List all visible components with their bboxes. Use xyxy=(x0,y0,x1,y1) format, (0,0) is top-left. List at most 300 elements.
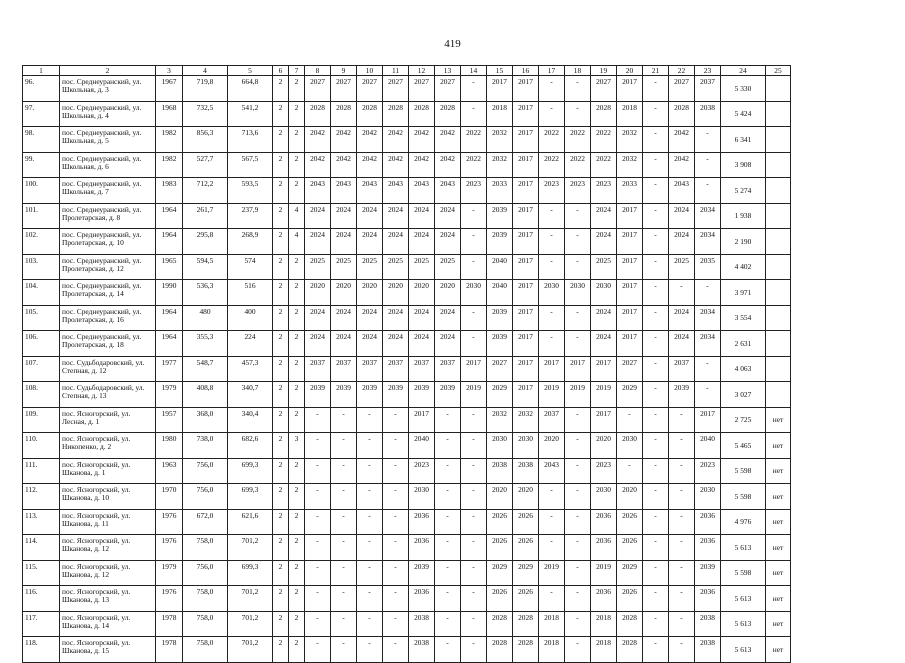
table-cell: 2020 xyxy=(305,280,331,306)
table-cell: 2 xyxy=(273,458,289,484)
table-cell: 2042 xyxy=(435,152,461,178)
table-cell: - xyxy=(669,407,695,433)
table-cell: 2 xyxy=(273,229,289,255)
table-cell: 2036 xyxy=(695,586,721,612)
table-cell: 2034 xyxy=(695,203,721,229)
note-cell xyxy=(766,229,791,255)
table-cell: - xyxy=(357,560,383,586)
table-cell: - xyxy=(461,611,487,637)
column-header-20: 20 xyxy=(617,66,643,76)
table-cell: 1964 xyxy=(156,229,183,255)
note-cell xyxy=(766,203,791,229)
table-cell: - xyxy=(617,407,643,433)
table-cell: 2020 xyxy=(409,280,435,306)
table-cell: 2039 xyxy=(383,382,409,408)
table-row xyxy=(23,305,791,331)
table-cell: 2022 xyxy=(461,127,487,153)
table-cell: - xyxy=(539,229,565,255)
table-cell: 2038 xyxy=(487,458,513,484)
table-cell: 2036 xyxy=(695,535,721,561)
table-cell: 2038 xyxy=(695,611,721,637)
table-cell: 856,3 xyxy=(183,127,228,153)
table-cell: 2 xyxy=(289,101,305,127)
table-cell: 2 xyxy=(273,611,289,637)
table-cell: 2017 xyxy=(513,178,539,204)
table-cell: - xyxy=(383,509,409,535)
row-number-cell: 112. xyxy=(23,484,60,510)
table-header-row xyxy=(23,66,791,76)
table-cell: - xyxy=(565,254,591,280)
table-cell: 2023 xyxy=(695,458,721,484)
column-header-19: 19 xyxy=(591,66,617,76)
table-cell: 2 xyxy=(273,407,289,433)
table-cell: 2029 xyxy=(617,560,643,586)
table-cell: 701,2 xyxy=(228,637,273,663)
address-cell: пос. Судьбодаровский, ул. Степная, д. 13 xyxy=(60,382,156,408)
table-cell: 2026 xyxy=(617,535,643,561)
table-cell: - xyxy=(695,280,721,306)
table-cell: 701,2 xyxy=(228,535,273,561)
note-cell xyxy=(766,382,791,408)
table-cell: - xyxy=(383,637,409,663)
note-cell: нет xyxy=(766,433,791,459)
table-row xyxy=(23,586,791,612)
row-number-cell: 109. xyxy=(23,407,60,433)
table-cell: - xyxy=(539,586,565,612)
table-cell: 2037 xyxy=(409,356,435,382)
column-header-5: 5 xyxy=(228,66,273,76)
table-cell: 261,7 xyxy=(183,203,228,229)
table-cell: 2028 xyxy=(435,101,461,127)
table-cell: 2020 xyxy=(539,433,565,459)
table-cell: 2038 xyxy=(409,637,435,663)
table-cell: 732,5 xyxy=(183,101,228,127)
row-number-cell: 111. xyxy=(23,458,60,484)
table-cell: 2039 xyxy=(487,229,513,255)
table-cell: 2020 xyxy=(331,280,357,306)
note-cell xyxy=(766,305,791,331)
table-cell: 355,3 xyxy=(183,331,228,357)
table-cell: 3 xyxy=(289,433,305,459)
table-cell: 2024 xyxy=(435,331,461,357)
table-cell: - xyxy=(383,484,409,510)
table-cell: 2037 xyxy=(669,356,695,382)
address-cell: пос. Среднеуранский, ул. Пролетарская, д. 12 xyxy=(60,254,156,280)
amount-cell: 5 613 xyxy=(721,586,766,612)
table-cell: - xyxy=(539,254,565,280)
table-row xyxy=(23,331,791,357)
note-cell: нет xyxy=(766,560,791,586)
table-cell: - xyxy=(461,76,487,102)
table-cell: - xyxy=(669,484,695,510)
table-cell: - xyxy=(435,611,461,637)
address-cell: пос. Среднеуранский, ул. Школьная, д. 3 xyxy=(60,76,156,102)
table-cell: 2028 xyxy=(591,101,617,127)
table-cell: 2017 xyxy=(513,305,539,331)
housing-table xyxy=(22,65,791,663)
table-cell: 2039 xyxy=(487,203,513,229)
table-cell: - xyxy=(357,535,383,561)
table-cell: 2017 xyxy=(617,203,643,229)
note-cell xyxy=(766,152,791,178)
table-cell: - xyxy=(435,637,461,663)
amount-cell: 5 598 xyxy=(721,484,766,510)
table-cell: 2027 xyxy=(357,76,383,102)
table-cell: - xyxy=(357,458,383,484)
amount-cell: 4 976 xyxy=(721,509,766,535)
table-cell: 2024 xyxy=(435,229,461,255)
table-cell: 2024 xyxy=(591,203,617,229)
table-cell: 2 xyxy=(289,535,305,561)
table-cell: - xyxy=(435,560,461,586)
table-cell: 2024 xyxy=(357,305,383,331)
table-cell: - xyxy=(461,101,487,127)
table-cell: - xyxy=(643,382,669,408)
table-cell: 2018 xyxy=(539,611,565,637)
address-cell: пос. Среднеуранский, ул. Школьная, д. 4 xyxy=(60,101,156,127)
table-cell: - xyxy=(435,484,461,510)
table-cell: - xyxy=(643,484,669,510)
table-cell: 2022 xyxy=(565,127,591,153)
table-cell: 1970 xyxy=(156,484,183,510)
table-cell: 2020 xyxy=(513,484,539,510)
table-cell: 2017 xyxy=(513,356,539,382)
table-cell: 713,6 xyxy=(228,127,273,153)
table-cell: 2039 xyxy=(487,331,513,357)
table-cell: 701,2 xyxy=(228,611,273,637)
table-cell: 2 xyxy=(273,637,289,663)
table-cell: - xyxy=(461,254,487,280)
table-cell: 1976 xyxy=(156,535,183,561)
table-row xyxy=(23,535,791,561)
table-cell: 2032 xyxy=(487,127,513,153)
table-cell: 340,4 xyxy=(228,407,273,433)
table-cell: 2 xyxy=(289,407,305,433)
table-cell: 2024 xyxy=(435,203,461,229)
table-cell: 2017 xyxy=(617,229,643,255)
note-cell xyxy=(766,127,791,153)
table-cell: - xyxy=(435,509,461,535)
amount-cell: 3 027 xyxy=(721,382,766,408)
table-cell: - xyxy=(643,178,669,204)
table-cell: 699,3 xyxy=(228,484,273,510)
table-cell: 2 xyxy=(273,305,289,331)
table-cell: 2028 xyxy=(513,611,539,637)
table-cell: 1978 xyxy=(156,611,183,637)
column-header-17: 17 xyxy=(539,66,565,76)
table-cell: 2024 xyxy=(305,331,331,357)
address-cell: пос. Ясногорский, ул. Никопенко, д. 2 xyxy=(60,433,156,459)
table-cell: 4 xyxy=(289,203,305,229)
table-cell: 621,6 xyxy=(228,509,273,535)
row-number-cell: 108. xyxy=(23,382,60,408)
table-cell: 527,7 xyxy=(183,152,228,178)
address-cell: пос. Среднеуранский, ул. Пролетарская, д. 10 xyxy=(60,229,156,255)
table-cell: 2043 xyxy=(331,178,357,204)
table-cell: 2023 xyxy=(591,178,617,204)
table-cell: - xyxy=(461,433,487,459)
column-header-16: 16 xyxy=(513,66,539,76)
table-cell: 2017 xyxy=(513,331,539,357)
table-cell: 699,3 xyxy=(228,458,273,484)
table-cell: - xyxy=(331,560,357,586)
table-cell: 2019 xyxy=(565,382,591,408)
amount-cell: 4 063 xyxy=(721,356,766,382)
table-cell: 2019 xyxy=(539,382,565,408)
table-cell: 2039 xyxy=(695,560,721,586)
table-cell: 2 xyxy=(273,101,289,127)
table-cell: 2036 xyxy=(409,535,435,561)
table-cell: - xyxy=(565,509,591,535)
table-cell: 2022 xyxy=(591,127,617,153)
row-number-cell: 102. xyxy=(23,229,60,255)
table-cell: 2028 xyxy=(305,101,331,127)
table-cell: 2 xyxy=(289,509,305,535)
table-cell: 2028 xyxy=(617,637,643,663)
table-cell: - xyxy=(669,637,695,663)
address-cell: пос. Ясногорский, ул. Лесная, д. 1 xyxy=(60,407,156,433)
table-cell: 2024 xyxy=(669,203,695,229)
table-cell: 295,8 xyxy=(183,229,228,255)
column-header-13: 13 xyxy=(435,66,461,76)
table-cell: - xyxy=(643,637,669,663)
table-cell: - xyxy=(643,458,669,484)
table-cell: 2039 xyxy=(487,305,513,331)
row-number-cell: 99. xyxy=(23,152,60,178)
table-cell: 2019 xyxy=(461,382,487,408)
table-cell: 2 xyxy=(289,178,305,204)
table-row xyxy=(23,152,791,178)
column-header-24: 24 xyxy=(721,66,766,76)
table-cell: 368,0 xyxy=(183,407,228,433)
table-cell: 1968 xyxy=(156,101,183,127)
table-cell: - xyxy=(331,484,357,510)
address-cell: пос. Среднеуранский, ул. Школьная, д. 7 xyxy=(60,178,156,204)
table-cell: 756,0 xyxy=(183,458,228,484)
table-row xyxy=(23,382,791,408)
table-cell: 2043 xyxy=(305,178,331,204)
table-cell: - xyxy=(643,229,669,255)
table-cell: 719,8 xyxy=(183,76,228,102)
table-cell: 536,3 xyxy=(183,280,228,306)
column-header-7: 7 xyxy=(289,66,305,76)
table-cell: - xyxy=(565,433,591,459)
table-cell: - xyxy=(565,76,591,102)
table-cell: 2 xyxy=(273,433,289,459)
table-cell: - xyxy=(643,331,669,357)
table-cell: 2 xyxy=(273,509,289,535)
table-cell: - xyxy=(539,203,565,229)
row-number-cell: 110. xyxy=(23,433,60,459)
table-cell: 2030 xyxy=(695,484,721,510)
amount-cell: 5 613 xyxy=(721,611,766,637)
table-cell: 2017 xyxy=(617,280,643,306)
table-cell: 2032 xyxy=(487,407,513,433)
table-cell: 2 xyxy=(289,484,305,510)
column-header-8: 8 xyxy=(305,66,331,76)
table-cell: - xyxy=(643,407,669,433)
table-cell: 2017 xyxy=(617,76,643,102)
table-cell: 2037 xyxy=(435,356,461,382)
amount-cell: 2 631 xyxy=(721,331,766,357)
table-row xyxy=(23,101,791,127)
table-cell: 2 xyxy=(289,331,305,357)
table-cell: - xyxy=(461,560,487,586)
table-row xyxy=(23,433,791,459)
table-cell: 2 xyxy=(289,152,305,178)
table-cell: 2024 xyxy=(305,229,331,255)
table-cell: 756,0 xyxy=(183,484,228,510)
table-cell: 4 xyxy=(289,229,305,255)
note-cell xyxy=(766,280,791,306)
table-cell: 1990 xyxy=(156,280,183,306)
table-cell: 2042 xyxy=(669,152,695,178)
table-cell: - xyxy=(565,331,591,357)
amount-cell: 2 725 xyxy=(721,407,766,433)
table-cell: 2024 xyxy=(435,305,461,331)
table-cell: 2018 xyxy=(539,637,565,663)
table-cell: 2037 xyxy=(539,407,565,433)
table-cell: 237,9 xyxy=(228,203,273,229)
column-header-3: 3 xyxy=(156,66,183,76)
table-cell: 2 xyxy=(289,76,305,102)
table-cell: 1967 xyxy=(156,76,183,102)
table-cell: 2022 xyxy=(591,152,617,178)
note-cell xyxy=(766,76,791,102)
table-cell: 2 xyxy=(289,280,305,306)
row-number-cell: 117. xyxy=(23,611,60,637)
table-cell: 2028 xyxy=(669,101,695,127)
table-cell: 480 xyxy=(183,305,228,331)
table-row xyxy=(23,407,791,433)
table-cell: - xyxy=(643,127,669,153)
table-cell: 2026 xyxy=(487,535,513,561)
table-cell: 2024 xyxy=(409,203,435,229)
table-cell: 2024 xyxy=(383,331,409,357)
table-cell: - xyxy=(357,586,383,612)
table-cell: - xyxy=(695,178,721,204)
table-cell: - xyxy=(643,152,669,178)
table-cell: 2025 xyxy=(435,254,461,280)
table-cell: - xyxy=(357,611,383,637)
table-cell: 2017 xyxy=(617,305,643,331)
table-cell: 2024 xyxy=(383,305,409,331)
table-cell: 2025 xyxy=(357,254,383,280)
table-cell: 2018 xyxy=(591,637,617,663)
table-cell: 2023 xyxy=(461,178,487,204)
table-cell: 2042 xyxy=(383,127,409,153)
table-cell: 2017 xyxy=(461,356,487,382)
table-cell: - xyxy=(461,484,487,510)
table-cell: 2042 xyxy=(331,152,357,178)
table-cell: 2026 xyxy=(513,535,539,561)
address-cell: пос. Среднеуранский, ул. Школьная, д. 6 xyxy=(60,152,156,178)
column-header-12: 12 xyxy=(409,66,435,76)
table-cell: 2022 xyxy=(461,152,487,178)
table-cell: 2017 xyxy=(565,356,591,382)
table-cell: 1957 xyxy=(156,407,183,433)
table-cell: 1977 xyxy=(156,356,183,382)
row-number-cell: 96. xyxy=(23,76,60,102)
table-cell: 2028 xyxy=(331,101,357,127)
table-cell: 2036 xyxy=(591,586,617,612)
address-cell: пос. Судьбодаровский, ул. Степная, д. 12 xyxy=(60,356,156,382)
table-cell: - xyxy=(383,611,409,637)
table-cell: - xyxy=(565,101,591,127)
column-header-15: 15 xyxy=(487,66,513,76)
table-cell: 2024 xyxy=(591,305,617,331)
table-cell: - xyxy=(669,535,695,561)
table-cell: - xyxy=(643,586,669,612)
table-row xyxy=(23,280,791,306)
table-cell: - xyxy=(695,382,721,408)
table-row xyxy=(23,254,791,280)
table-cell: - xyxy=(643,356,669,382)
table-cell: - xyxy=(565,560,591,586)
table-cell: 2 xyxy=(289,127,305,153)
table-cell: 1964 xyxy=(156,305,183,331)
table-cell: 2029 xyxy=(617,382,643,408)
table-cell: 2018 xyxy=(617,101,643,127)
table-cell: - xyxy=(357,433,383,459)
table-cell: - xyxy=(539,484,565,510)
amount-cell: 5 424 xyxy=(721,101,766,127)
amount-cell: 6 341 xyxy=(721,127,766,153)
table-cell: 2036 xyxy=(591,535,617,561)
table-cell: - xyxy=(461,458,487,484)
table-cell: - xyxy=(305,433,331,459)
table-cell: 2043 xyxy=(435,178,461,204)
table-cell: 2027 xyxy=(305,76,331,102)
table-cell: 2030 xyxy=(591,280,617,306)
table-cell: 2024 xyxy=(591,229,617,255)
table-cell: 2019 xyxy=(591,560,617,586)
table-cell: 2020 xyxy=(487,484,513,510)
table-cell: - xyxy=(643,305,669,331)
table-cell: - xyxy=(461,331,487,357)
address-cell: пос. Ясногорский, ул. Шканова, д. 13 xyxy=(60,586,156,612)
table-cell: 2039 xyxy=(435,382,461,408)
row-number-cell: 118. xyxy=(23,637,60,663)
row-number-cell: 105. xyxy=(23,305,60,331)
table-cell: - xyxy=(669,611,695,637)
table-cell: - xyxy=(565,637,591,663)
address-cell: пос. Ясногорский, ул. Шканова, д. 10 xyxy=(60,484,156,510)
table-cell: 2019 xyxy=(539,560,565,586)
table-cell: 2039 xyxy=(669,382,695,408)
table-cell: 2017 xyxy=(409,407,435,433)
table-row xyxy=(23,356,791,382)
table-cell: 574 xyxy=(228,254,273,280)
table-cell: 2017 xyxy=(513,254,539,280)
table-cell: - xyxy=(357,509,383,535)
table-cell: 2030 xyxy=(513,433,539,459)
table-cell: 2017 xyxy=(513,280,539,306)
table-cell: 1965 xyxy=(156,254,183,280)
table-cell: - xyxy=(435,535,461,561)
table-cell: 2038 xyxy=(513,458,539,484)
table-cell: 2017 xyxy=(513,203,539,229)
amount-cell: 2 190 xyxy=(721,229,766,255)
row-number-cell: 103. xyxy=(23,254,60,280)
table-cell: 2042 xyxy=(357,152,383,178)
table-cell: - xyxy=(331,637,357,663)
table-cell: 516 xyxy=(228,280,273,306)
table-cell: - xyxy=(357,637,383,663)
table-cell: 2042 xyxy=(305,127,331,153)
table-row xyxy=(23,76,791,102)
table-cell: 2024 xyxy=(409,305,435,331)
